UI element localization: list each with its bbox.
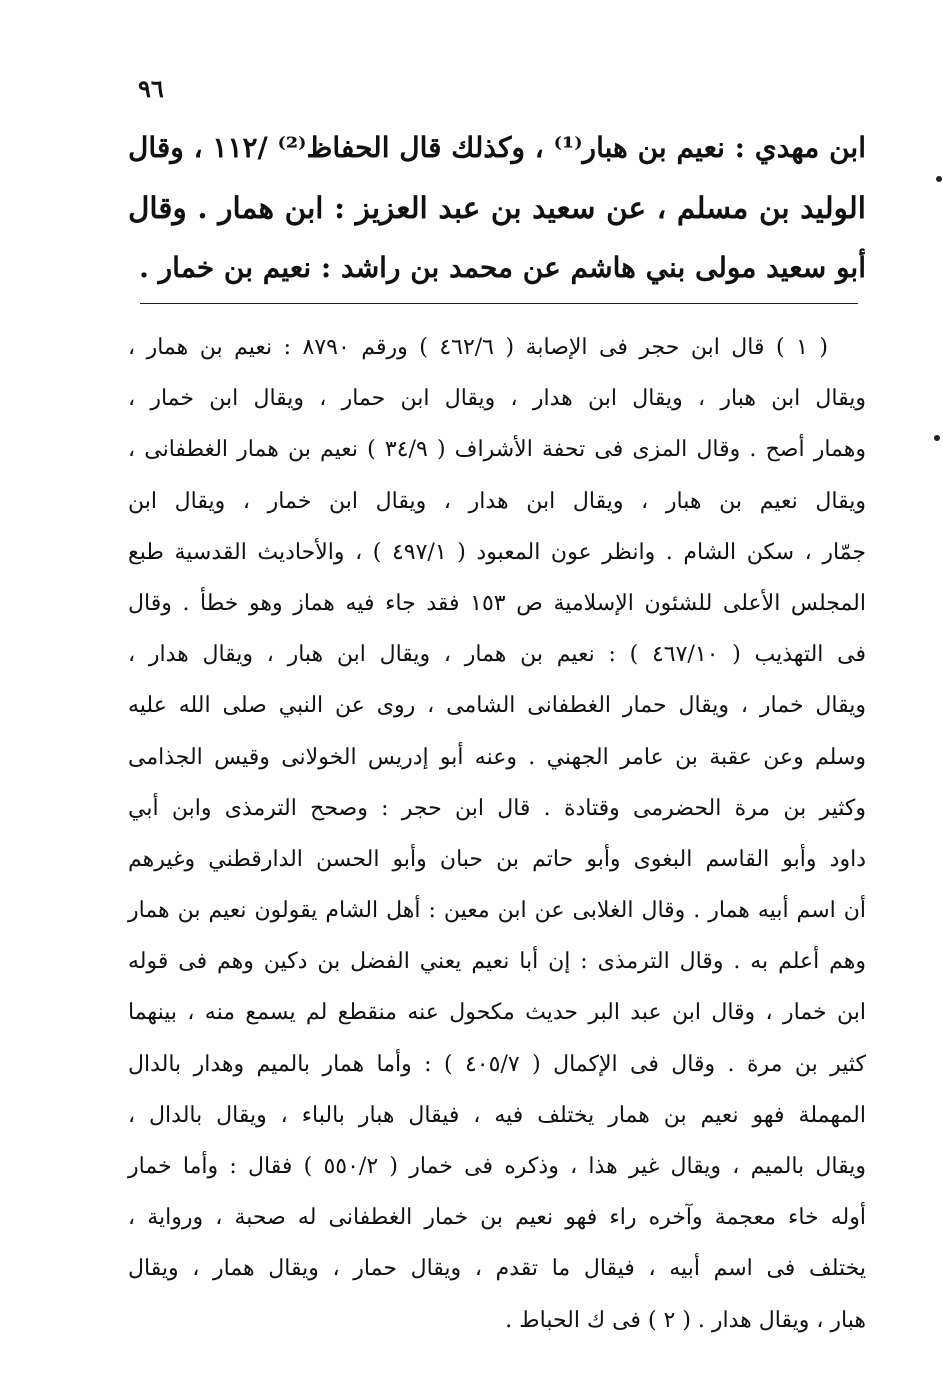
footnote-line: كثير بن مرة . وقال فى الإكمال ( ٤٠٥/٧ ) : وأما همار بالميم وهدار بالدال (128, 1051, 866, 1077)
footnote-line: ويقال بالميم ، ويقال غير هذا ، وذكره فى خمار ( ٥٥٠/٢ ) فقال : وأما خمار (128, 1154, 866, 1179)
footnotes (128, 322, 866, 1346)
main-text-line: ابن مهدي : نعيم بن هبار⁽¹⁾ ، وكذلك قال الحفاظ⁽²⁾ /١١٢ ، وقال (128, 131, 866, 164)
footnote-line: أوله خاء معجمة وآخره راء فهو نعيم بن خمار الغطفانى له صحبة ، ورواية ، (128, 1205, 866, 1231)
footnote-line: يختلف فى اسم أبيه ، فيقال ما تقدم ، ويقال حمار ، ويقال همار ، ويقال (128, 1256, 866, 1282)
scan-speck (934, 435, 940, 441)
footnote-line: أن اسم أبيه همار . وقال الغلابى عن ابن معين : أهل الشام يقولون نعيم بن همار (128, 898, 866, 924)
footnote-line: وهم أعلم به . وقال الترمذى : إن أبا نعيم يعني الفضل بن دكين وهم فى قوله (128, 949, 866, 975)
footnote-line: فى التهذيب ( ٤٦٧/١٠ ) : نعيم بن همار ، ويقال ابن هبار ، ويقال هدار ، (128, 642, 866, 668)
footnote-line: المجلس الأعلى للشئون الإسلامية ص ١٥٣ فقد جاء فيه هماز وهو خطأ . وقال (128, 590, 866, 616)
footnote-line: ابن خمار ، وقال ابن عبد البر حديث مكحول عنه منقطع لم يسمع منه ، بينهما (128, 1000, 866, 1026)
footnote-line: ويقال نعيم بن هبار ، ويقال ابن هدار ، ويقال ابن خمار ، ويقال ابن (128, 488, 866, 514)
footnote-line: المهملة فهو نعيم بن همار يختلف فيه ، فيقال هبار بالباء ، ويقال بالدال ، (128, 1102, 866, 1128)
scan-speck (936, 176, 942, 182)
main-text-line: أبو سعيد مولى بني هاشم عن محمد بن راشد : نعيم بن خمار . (139, 251, 866, 284)
footnote-separator-rule (140, 303, 858, 304)
page-number: ٩٦ (138, 74, 164, 103)
footnote-line: هبار ، ويقال هدار . ( ٢ ) فى ك الحباط . (505, 1307, 866, 1333)
main-text (128, 118, 866, 298)
footnote-line: جمّار ، سكن الشام . وانظر عون المعبود ( ٤٩٧/١ ) ، والأحاديث القدسية طبع (128, 539, 866, 565)
main-text-line: الوليد بن مسلم ، عن سعيد بن عبد العزيز : ابن همار . وقال (128, 190, 866, 225)
footnote-line: وكثير بن مرة الحضرمى وقتادة . قال ابن حجر : وصحح الترمذى وابن أبي (128, 795, 866, 821)
footnote-line: وهمار أصح . وقال المزى فى تحفة الأشراف ( ٣٤/٩ ) نعيم بن همار الغطفانى ، (128, 437, 866, 463)
footnote-line: ويقال ابن هبار ، ويقال ابن هدار ، ويقال ابن حمار ، ويقال ابن خمار ، (128, 386, 866, 412)
footnote-line: وسلم وعن عقبة بن عامر الجهني . وعنه أبو إدريس الخولانى وقيس الجذامى (128, 744, 866, 770)
footnote-line: ( ١ ) قال ابن حجر فى الإصابة ( ٤٦٢/٦ ) ورقم ٨٧٩٠ : نعيم بن همار ، (128, 335, 829, 360)
footnote-line: داود وأبو القاسم البغوى وأبو حاتم بن حبان وأبو الحسن الدارقطني وغيرهم (128, 846, 866, 872)
footnote-line: ويقال خمار ، ويقال حمار الغطفانى الشامى ، روى عن النبي صلى الله عليه (128, 693, 866, 719)
